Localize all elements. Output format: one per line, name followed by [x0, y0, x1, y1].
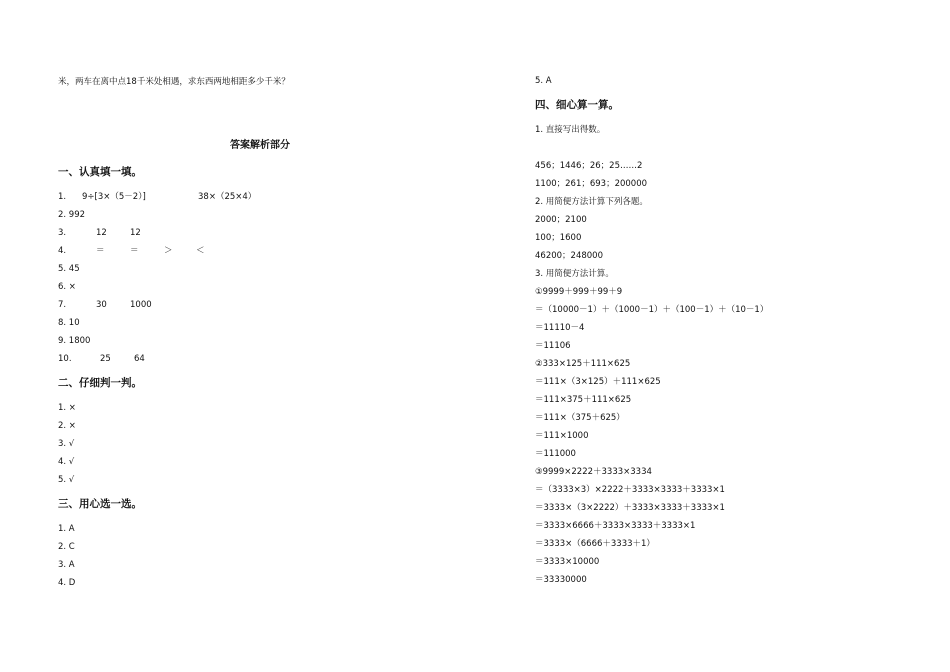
answer-value: 64 [134, 354, 145, 364]
calc-step: ＝11106 [535, 341, 571, 351]
answer-1-6: 6. × [58, 282, 76, 292]
choice-answer: 1. A [58, 524, 75, 534]
section1-heading: 一、认真填一填。 [58, 166, 142, 178]
answer-value: 12 [130, 228, 141, 238]
answer-num: 10. [58, 354, 72, 364]
answer-value: ＝ [130, 246, 139, 256]
calc-step: ＝111×（375＋625） [535, 413, 625, 423]
answer-num: 1. [58, 192, 67, 202]
answer-value: ＝ [96, 246, 105, 256]
calc-answer: 46200；248000 [535, 251, 603, 261]
judge-answer: 3. √ [58, 439, 75, 449]
calc-step: ＝3333×（3×2222）＋3333×3333＋3333×1 [535, 503, 725, 513]
calc-step: ②333×125＋111×625 [535, 359, 631, 369]
section4-heading: 四、细心算一算。 [535, 99, 619, 111]
calc-step: ＝3333×（6666＋3333＋1） [535, 539, 655, 549]
judge-answer: 5. √ [58, 475, 75, 485]
answer-value: 25 [100, 354, 111, 364]
answer-1-9: 9. 1800 [58, 336, 91, 346]
calc-step: ＝3333×6666＋3333×3333＋3333×1 [535, 521, 696, 531]
calc-step: ①9999＋999＋99＋9 [535, 287, 623, 297]
calc-answer: 456；1446；26；25……2 [535, 161, 643, 171]
answer-value: 38×（25×4） [198, 192, 257, 202]
subsection-title: 1. 直接写出得数。 [535, 125, 606, 135]
answer-num: 7. [58, 300, 67, 310]
answer-value: ＞ [164, 246, 173, 256]
answer-value: 9÷[3×（5－2）] [82, 192, 146, 202]
answer-value: 1000 [130, 300, 152, 310]
judge-answer: 2. × [58, 421, 76, 431]
judge-answer: 1. × [58, 403, 76, 413]
calc-step: ＝111×1000 [535, 431, 589, 441]
choice-answer: 2. C [58, 542, 75, 552]
calc-step: ＝（10000－1）＋（1000－1）＋（100－1）＋（10－1） [535, 305, 769, 315]
calc-step: ③9999×2222＋3333×3334 [535, 467, 652, 477]
subsection-title: 2. 用简便方法计算下列各题。 [535, 197, 648, 207]
calc-answer: 100；1600 [535, 233, 582, 243]
answer-value: 30 [96, 300, 107, 310]
answer-section-title: 答案解析部分 [230, 140, 290, 151]
subsection-title: 3. 用简便方法计算。 [535, 269, 614, 279]
choice-answer: 4. D [58, 578, 76, 588]
calc-answer: 1100；261；693；200000 [535, 179, 648, 189]
section2-heading: 二、仔细判一判。 [58, 377, 142, 389]
calc-step: ＝111×（3×125）＋111×625 [535, 377, 661, 387]
calc-step: ＝33330000 [535, 575, 587, 585]
answer-value: ＜ [196, 246, 205, 256]
answer-num: 3. [58, 228, 67, 238]
calc-step: ＝111×375＋111×625 [535, 395, 632, 405]
choice-answer: 3. A [58, 560, 75, 570]
calc-step: ＝3333×10000 [535, 557, 600, 567]
calc-step: ＝111000 [535, 449, 576, 459]
judge-answer: 4. √ [58, 457, 75, 467]
answer-num: 4. [58, 246, 67, 256]
answer-1-8: 8. 10 [58, 318, 80, 328]
answer-1-2: 2. 992 [58, 210, 86, 220]
calc-step: ＝（3333×3）×2222＋3333×3333＋3333×1 [535, 485, 725, 495]
answer-value: 12 [96, 228, 107, 238]
section3-heading: 三、用心选一选。 [58, 498, 142, 510]
problem-continuation: 米，两车在离中点18千米处相遇，求东西两地相距多少千米？ [58, 77, 290, 87]
choice-answer: 5. A [535, 76, 552, 86]
calc-answer: 2000；2100 [535, 215, 587, 225]
calc-step: ＝11110－4 [535, 323, 585, 333]
answer-1-5: 5. 45 [58, 264, 80, 274]
